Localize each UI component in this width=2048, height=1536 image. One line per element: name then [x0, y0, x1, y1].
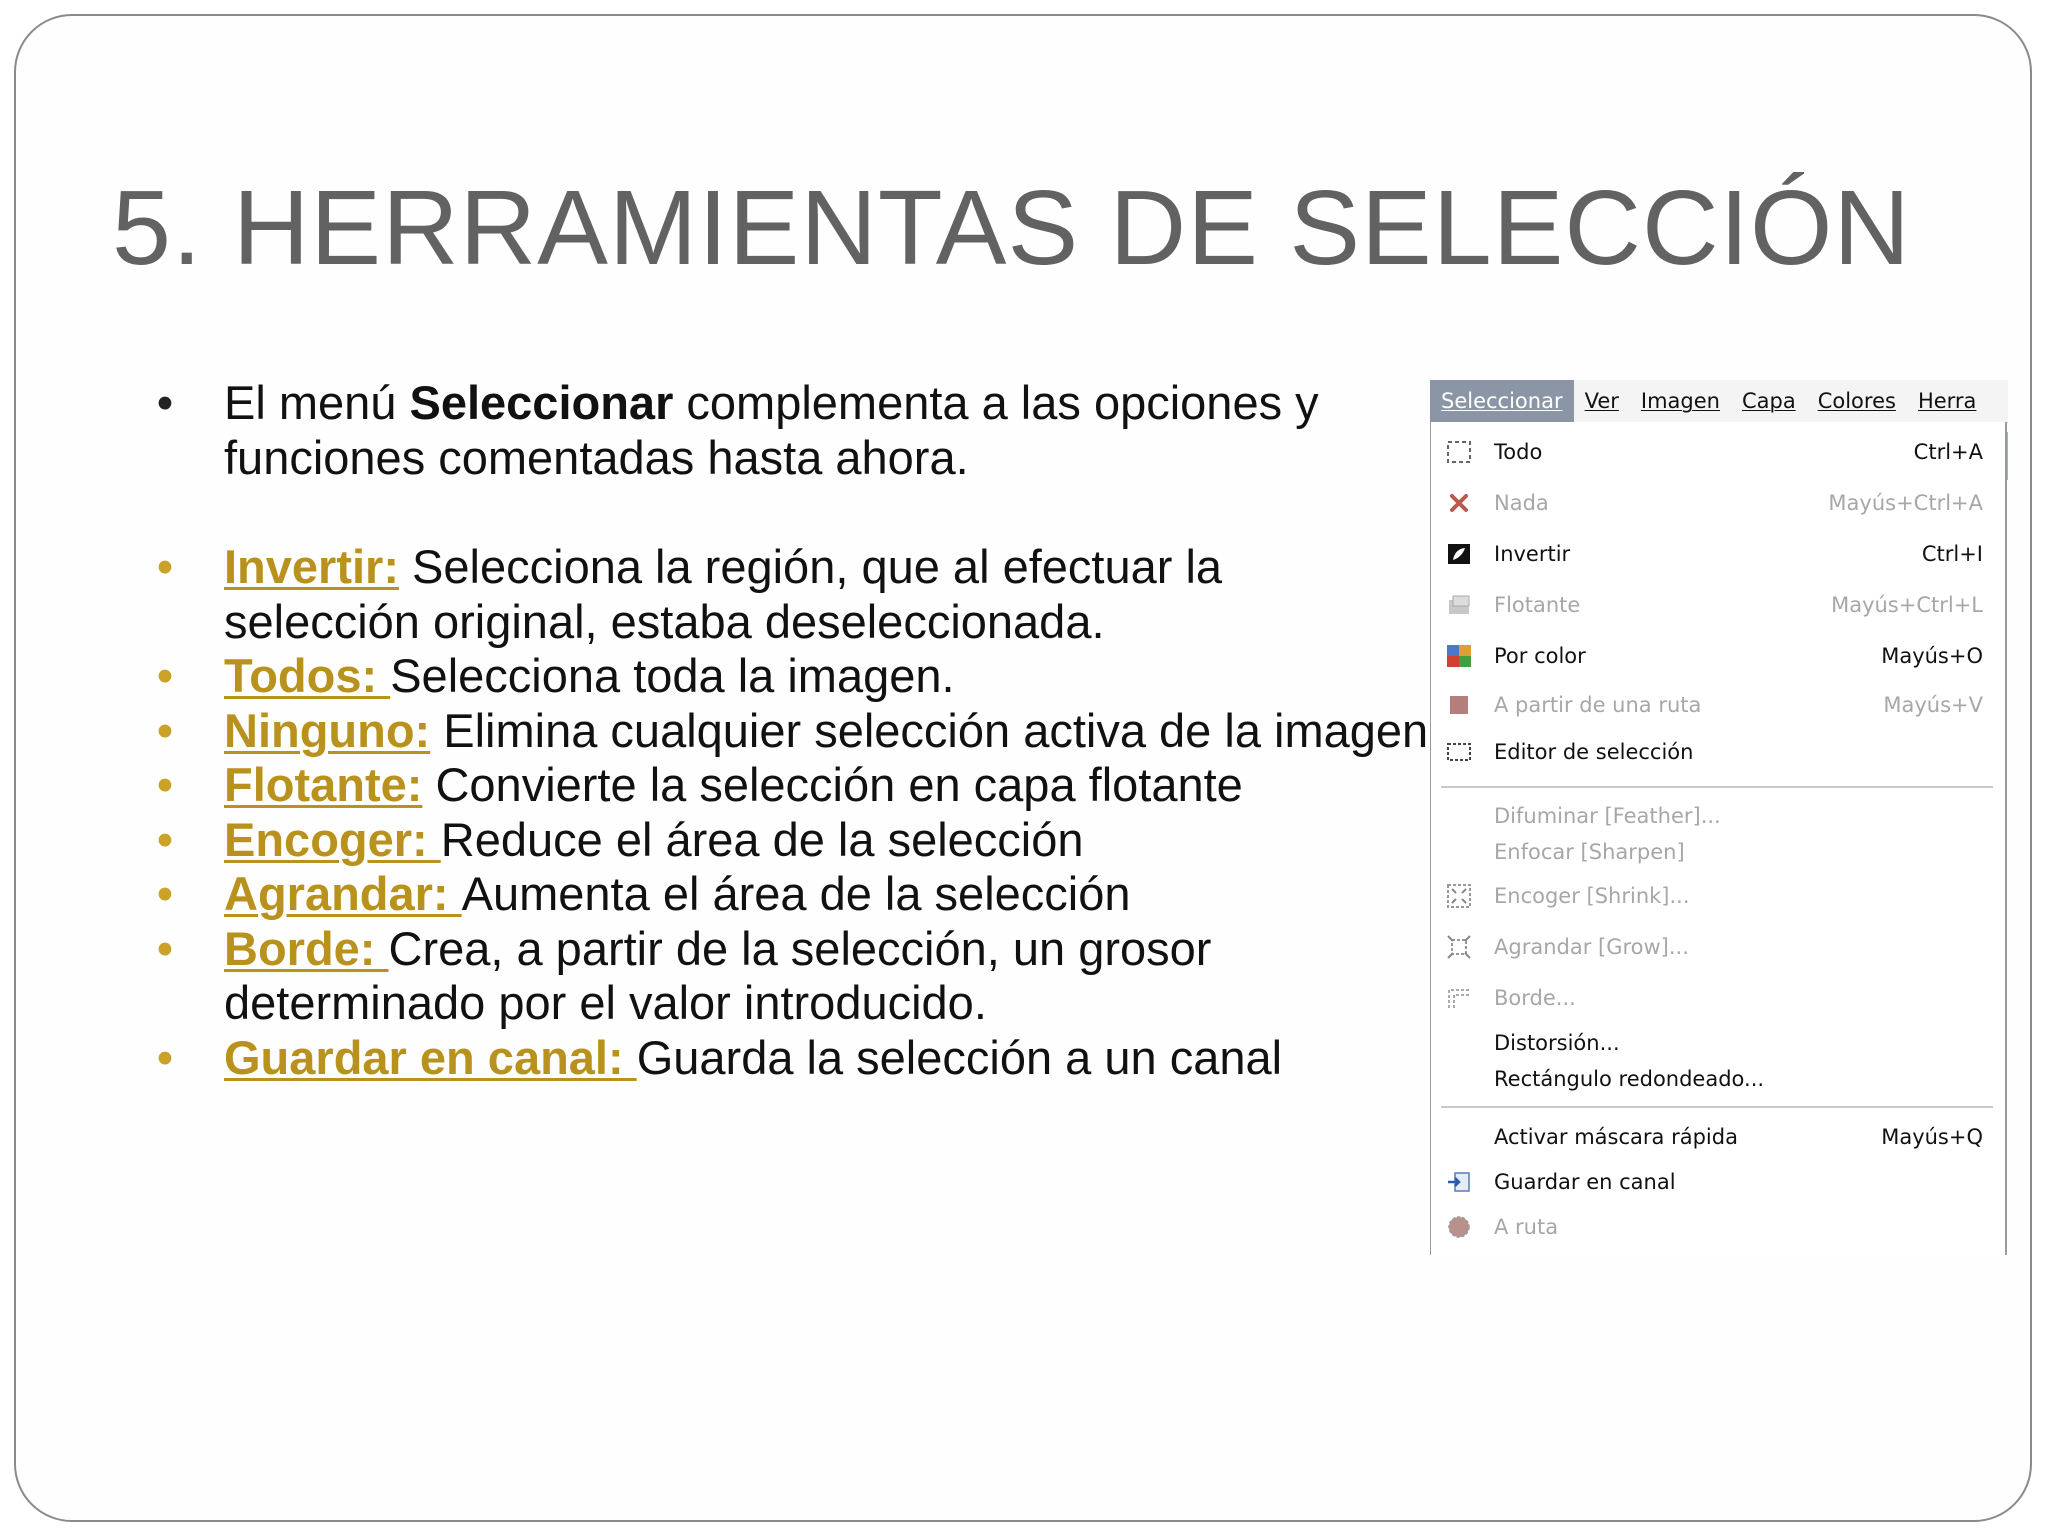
menu-name: Seleccionar [409, 376, 674, 429]
menu-item-difuminar[interactable]: Difuminar [Feather]... [1494, 804, 1721, 828]
menu-item-distorsion[interactable]: Distorsión... [1494, 1031, 1620, 1055]
menu-ver[interactable]: Ver [1584, 389, 1619, 413]
item-agrandar: • Agrandar: Aumenta el área de la selección [156, 867, 1131, 920]
menu-item-activar-mascara-rapida[interactable]: Activar máscara rápida Mayús+Q [1494, 1125, 1983, 1149]
menu-item-por-color[interactable]: Por color Mayús+O [1431, 638, 2003, 674]
menu-item-a-partir-de-una-ruta[interactable]: A partir de una ruta Mayús+V [1431, 687, 2003, 723]
menu-item-a-ruta[interactable]: A ruta [1431, 1209, 2003, 1245]
menu-item-editor-de-seleccion[interactable]: Editor de selección [1431, 734, 2003, 770]
menu-separator [1441, 786, 1993, 788]
menu-item-todo[interactable]: Todo Ctrl+A [1431, 434, 2003, 470]
to-path-icon [1445, 1213, 1473, 1241]
menu-seleccionar[interactable]: Seleccionar [1430, 380, 1574, 422]
menu-item-enfocar[interactable]: Enfocar [Sharpen] [1494, 840, 1685, 864]
bullet-dot: • [156, 376, 174, 429]
menu-herramientas[interactable]: Herra [1917, 389, 1977, 413]
spacer [150, 485, 1430, 540]
float-selection-icon [1445, 591, 1473, 619]
item-invertir: • Invertir: Selecciona la región, que al efectuar la selección original, estaba deseleccionada. [156, 540, 1223, 648]
item-encoger: • Encoger: Reduce el área de la selección [156, 812, 1084, 866]
menu-colores[interactable]: Colores [1817, 389, 1896, 413]
term-link[interactable]: Todos: [224, 649, 391, 702]
slide-title: 5. HERRAMIENTAS DE SELECCIÓN [112, 169, 1911, 287]
select-all-icon [1445, 438, 1473, 466]
by-color-icon [1445, 642, 1473, 670]
from-path-icon [1445, 691, 1473, 719]
seleccionar-dropdown [1430, 422, 2007, 1255]
invert-selection-icon [1445, 540, 1473, 568]
border-icon [1445, 984, 1473, 1012]
term-link[interactable]: Invertir: [224, 540, 399, 593]
menu-item-agrandar[interactable]: Agrandar [Grow]... [1431, 929, 2003, 965]
term-link[interactable]: Borde: [224, 921, 389, 975]
item-flotante: • Flotante: Convierte la selección en capa flotante [156, 758, 1243, 811]
menu-item-invertir[interactable]: Invertir Ctrl+I [1431, 536, 2003, 572]
item-guardar-en-canal: • Guardar en canal: Guarda la selección a un canal [156, 1030, 1283, 1084]
bullet-list [150, 376, 1430, 1085]
term-link[interactable]: Agrandar: [224, 867, 462, 920]
grow-icon [1445, 933, 1473, 961]
term-link[interactable]: Encoger: [224, 812, 441, 866]
menu-item-flotante[interactable]: Flotante Mayús+Ctrl+L [1431, 587, 2003, 623]
menu-capa[interactable]: Capa [1741, 389, 1796, 413]
menu-item-encoger[interactable]: Encoger [Shrink]... [1431, 878, 2003, 914]
intro-bullet: • El menú Seleccionar complementa a las opciones y funciones comentadas hasta ahora. [150, 376, 1430, 485]
term-link[interactable]: Guardar en canal: [224, 1030, 637, 1084]
select-none-icon [1445, 489, 1473, 517]
menu-item-rectangulo-redondeado[interactable]: Rectángulo redondeado... [1494, 1067, 1765, 1091]
item-borde: • Borde: Crea, a partir de la selección, un grosor determinado por el valor introducido. [156, 921, 1212, 1029]
item-ninguno: • Ninguno: Elimina cualquier selección activa de la imagen [156, 703, 1429, 757]
menu-item-guardar-en-canal[interactable]: Guardar en canal [1431, 1164, 2003, 1200]
menu-item-borde[interactable]: Borde... [1431, 980, 2003, 1016]
save-to-channel-icon [1445, 1168, 1473, 1196]
menu-item-nada[interactable]: Nada Mayús+Ctrl+A [1431, 485, 2003, 521]
item-todos: • Todos: Selecciona toda la imagen. [156, 649, 955, 702]
gimp-menu-screenshot [1430, 380, 2008, 1255]
term-link[interactable]: Ninguno: [224, 703, 431, 757]
shrink-icon [1445, 882, 1473, 910]
selection-editor-icon [1445, 738, 1473, 766]
menu-imagen[interactable]: Imagen [1640, 389, 1720, 413]
menu-separator [1441, 1106, 1993, 1108]
menu-bar [1430, 380, 2008, 423]
term-link[interactable]: Flotante: [224, 758, 423, 811]
